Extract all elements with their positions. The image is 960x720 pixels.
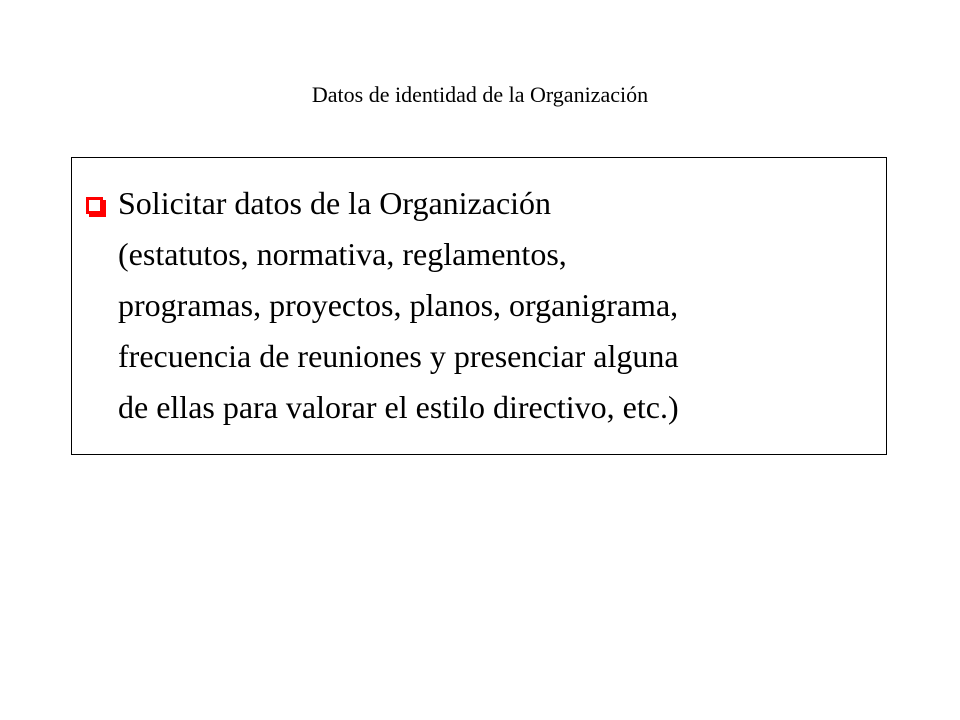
bullet-line-4: frecuencia de reuniones y presenciar alguna bbox=[118, 338, 679, 374]
bullet-line-5: de ellas para valorar el estilo directivo, etc.) bbox=[118, 389, 679, 425]
bullet-text bbox=[118, 178, 878, 433]
content-box bbox=[71, 157, 887, 455]
slide-title: Datos de identidad de la Organización bbox=[311, 82, 649, 107]
bullet-line-1: Solicitar datos de la Organización bbox=[118, 185, 552, 221]
square-bullet-icon bbox=[86, 197, 103, 214]
bullet-line-2: (estatutos, normativa, reglamentos, bbox=[118, 236, 567, 272]
bullet-line-3: programas, proyectos, planos, organigrama, bbox=[118, 287, 679, 323]
